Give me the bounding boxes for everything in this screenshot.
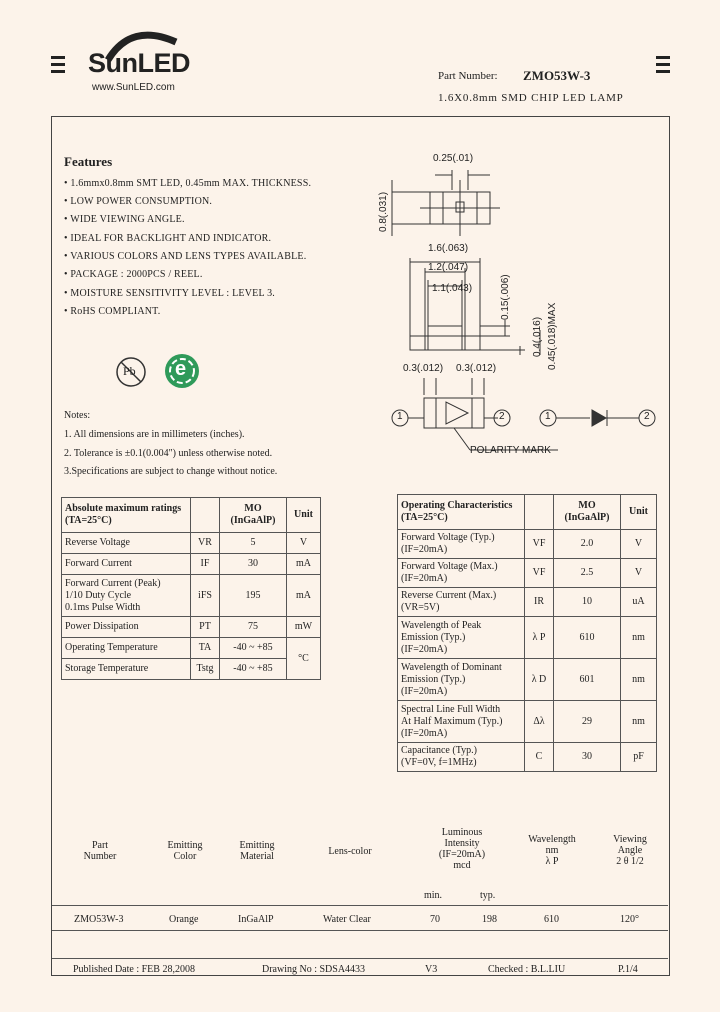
notes-title: Notes: [64, 410, 91, 421]
dim-label: 1.1(.043) [432, 283, 473, 294]
part-subheader: min. [424, 890, 443, 901]
dim-label: 1.6(.063) [428, 243, 469, 254]
abs-cell: Operating Temperature [62, 638, 191, 659]
note-item: 3.Specifications are subject to change without notice. [64, 466, 278, 477]
feature-item: • WIDE VIEWING ANGLE. [64, 214, 185, 225]
op-header-mo: MO (InGaAlP) [554, 495, 621, 530]
part-header: Viewing Angle 2 θ 1/2 [613, 834, 647, 867]
margin-mark [656, 56, 670, 59]
op-header-symbol [525, 495, 554, 530]
op-cell: Forward Voltage (Typ.) (IF=20mA) [398, 530, 525, 559]
operating-characteristics-table [397, 494, 657, 772]
margin-mark [656, 70, 670, 73]
dim-label: 0.15(.006) [500, 274, 511, 320]
part-description: 1.6X0.8mm SMD CHIP LED LAMP [438, 92, 624, 104]
dim-label: 0.4(.016) [532, 316, 543, 357]
sunled-logo [86, 22, 196, 98]
op-header-unit: Unit [621, 495, 657, 530]
abs-cell: mA [287, 554, 321, 575]
abs-cell: Forward Current (Peak) 1/10 Duty Cycle 0.1ms Pulse Width [62, 575, 191, 617]
pb-label: Pb [123, 364, 136, 378]
part-cell: 198 [482, 914, 497, 925]
part-header: Luminous Intensity (IF=20mA) mcd [438, 827, 486, 871]
part-number: ZMO53W-3 [523, 68, 591, 83]
feature-item: • 1.6mmx0.8mm SMT LED, 0.45mm MAX. THICKNESS. [64, 178, 312, 189]
divider [52, 930, 668, 931]
abs-cell: IF [191, 554, 220, 575]
abs-header-symbol [191, 498, 220, 533]
pin-label: 1 [397, 411, 403, 422]
dim-label: 0.25(.01) [433, 153, 474, 164]
polarity-mark-label: POLARITY MARK [470, 445, 551, 456]
abs-cell: -40 ~ +85 [220, 659, 287, 680]
part-cell: 610 [544, 914, 559, 925]
abs-cell: V [287, 533, 321, 554]
note-item: 1. All dimensions are in millimeters (inches). [64, 429, 245, 440]
part-header: Lens-color [328, 846, 372, 857]
dim-label: 0.3(.012) [456, 363, 497, 374]
abs-cell: VR [191, 533, 220, 554]
version: V3 [425, 964, 438, 975]
part-cell: Orange [169, 914, 199, 925]
feature-item: • LOW POWER CONSUMPTION. [64, 196, 213, 207]
feature-item: • MOISTURE SENSITIVITY LEVEL : LEVEL 3. [64, 288, 275, 299]
abs-cell: -40 ~ +85 [220, 638, 287, 659]
abs-max-table [61, 497, 321, 680]
margin-mark [656, 63, 670, 66]
part-cell: Water Clear [323, 914, 371, 925]
divider [52, 905, 668, 906]
feature-item: • PACKAGE : 2000PCS / REEL. [64, 269, 203, 280]
abs-cell: Power Dissipation [62, 617, 191, 638]
pin-label: 2 [644, 411, 650, 422]
abs-cell: °C [287, 638, 321, 680]
abs-cell: 75 [220, 617, 287, 638]
op-cell: nm [621, 617, 657, 659]
feature-item: • IDEAL FOR BACKLIGHT AND INDICATOR. [64, 233, 272, 244]
pin-label: 2 [499, 411, 505, 422]
part-header: Part Number [83, 840, 117, 862]
op-cell: V [621, 530, 657, 559]
op-cell: IR [525, 588, 554, 617]
part-subheader: typ. [480, 890, 496, 901]
abs-cell: 195 [220, 575, 287, 617]
features-title: Features [64, 154, 113, 169]
op-cell: 2.5 [554, 559, 621, 588]
abs-cell: mA [287, 575, 321, 617]
op-cell: Reverse Current (Max.) (VR=5V) [398, 588, 525, 617]
op-cell: Spectral Line Full Width At Half Maximum (Typ.) (IF=20mA) [398, 701, 525, 743]
abs-cell: 30 [220, 554, 287, 575]
divider [52, 958, 668, 959]
op-header-title: Operating Characteristics (TA=25°C) [398, 495, 525, 530]
op-cell: V [621, 559, 657, 588]
op-cell: C [525, 743, 554, 772]
abs-cell: Forward Current [62, 554, 191, 575]
abs-header-unit: Unit [287, 498, 321, 533]
abs-cell: mW [287, 617, 321, 638]
op-cell: 610 [554, 617, 621, 659]
part-number-label: Part Number: [438, 70, 498, 82]
op-cell: 10 [554, 588, 621, 617]
op-cell: 2.0 [554, 530, 621, 559]
dim-label: 0.45(.018)MAX [547, 302, 558, 370]
drawing-number: Drawing No : SDSA4433 [262, 964, 366, 975]
abs-header-mo: MO (InGaAlP) [220, 498, 287, 533]
rohs-e-icon [163, 352, 201, 390]
part-cell: ZMO53W-3 [74, 914, 124, 925]
op-cell: λ D [525, 659, 554, 701]
op-cell: nm [621, 659, 657, 701]
abs-cell: PT [191, 617, 220, 638]
margin-mark [51, 70, 65, 73]
op-cell: Wavelength of Peak Emission (Typ.) (IF=20mA) [398, 617, 525, 659]
op-cell: 29 [554, 701, 621, 743]
dim-label: 0.3(.012) [403, 363, 444, 374]
feature-item: • RoHS COMPLIANT. [64, 306, 161, 317]
margin-mark [51, 56, 65, 59]
op-cell: pF [621, 743, 657, 772]
op-cell: VF [525, 530, 554, 559]
part-header: Emitting Material [239, 840, 275, 862]
e-label: e [175, 358, 187, 380]
published-date: Published Date : FEB 28,2008 [73, 964, 195, 975]
brand-name: SunLED [88, 48, 190, 78]
op-cell: 601 [554, 659, 621, 701]
package-drawing [380, 150, 670, 480]
feature-item: • VARIOUS COLORS AND LENS TYPES AVAILABLE. [64, 251, 307, 262]
abs-cell: Reverse Voltage [62, 533, 191, 554]
pin-label: 1 [545, 411, 551, 422]
pb-free-icon [115, 356, 147, 388]
op-cell: VF [525, 559, 554, 588]
abs-cell: 5 [220, 533, 287, 554]
part-header: Wavelength nm λ P [528, 834, 576, 867]
margin-mark [51, 63, 65, 66]
dim-label: 0.8(.031) [378, 191, 389, 232]
op-cell: Forward Voltage (Max.) (IF=20mA) [398, 559, 525, 588]
op-cell: Δλ [525, 701, 554, 743]
op-cell: Wavelength of Dominant Emission (Typ.) (IF=20mA) [398, 659, 525, 701]
op-cell: Capacitance (Typ.) (VF=0V, f=1MHz) [398, 743, 525, 772]
website: www.SunLED.com [92, 82, 175, 93]
page-number: P.1/4 [618, 964, 638, 975]
part-cell: InGaAlP [238, 914, 274, 925]
checked-by: Checked : B.L.LIU [488, 964, 566, 975]
op-cell: uA [621, 588, 657, 617]
dim-label: 1.2(.047) [428, 262, 469, 273]
op-cell: λ P [525, 617, 554, 659]
op-cell: nm [621, 701, 657, 743]
abs-cell: TA [191, 638, 220, 659]
abs-header-title: Absolute maximum ratings (TA=25°C) [62, 498, 191, 533]
abs-cell: Tstg [191, 659, 220, 680]
abs-cell: Storage Temperature [62, 659, 191, 680]
part-cell: 120° [620, 914, 639, 925]
part-cell: 70 [430, 914, 440, 925]
op-cell: 30 [554, 743, 621, 772]
part-header: Emitting Color [167, 840, 203, 862]
abs-cell: iFS [191, 575, 220, 617]
note-item: 2. Tolerance is ±0.1(0.004") unless otherwise noted. [64, 448, 273, 459]
